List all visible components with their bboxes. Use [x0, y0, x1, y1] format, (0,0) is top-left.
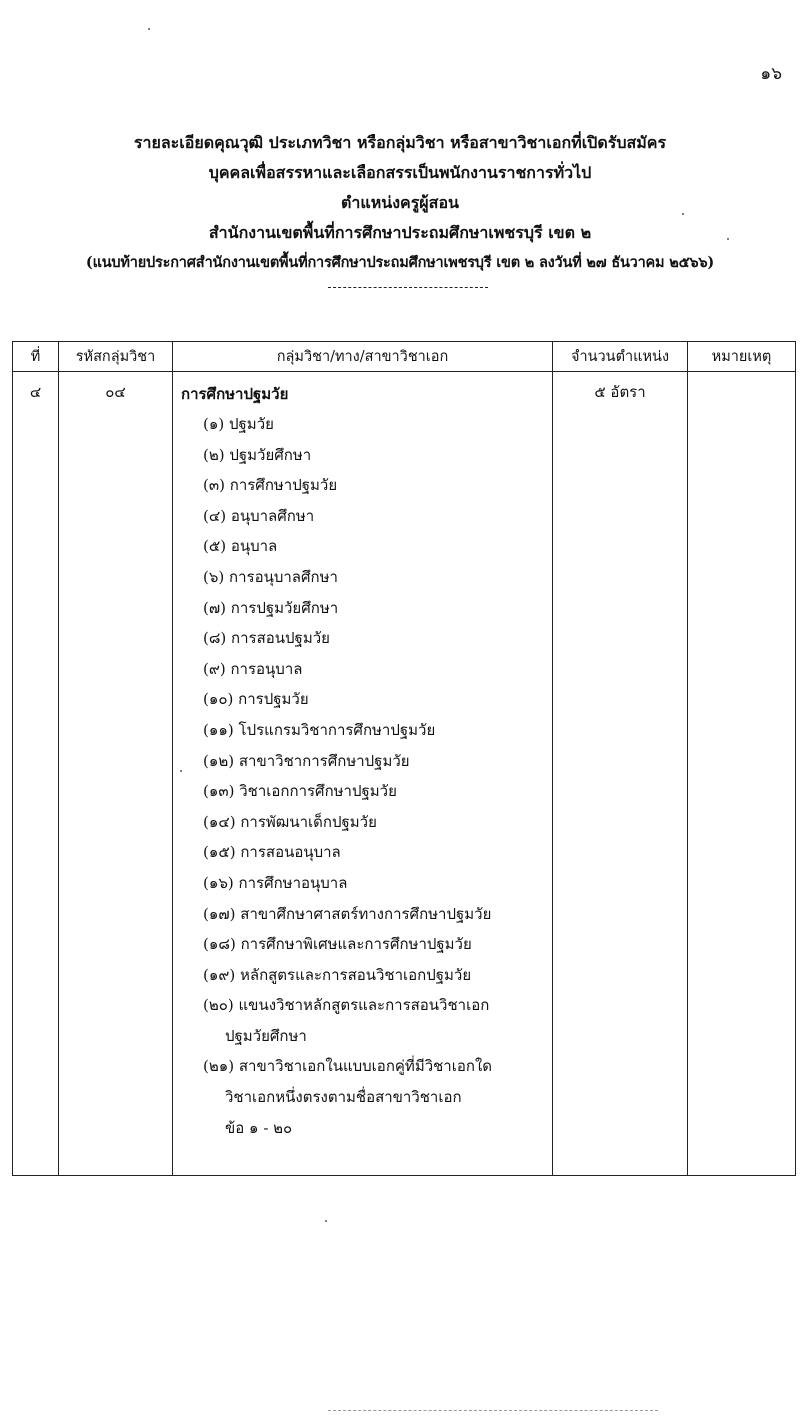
list-item: [203, 654, 552, 685]
major-number: (๒๐): [203, 996, 234, 1015]
row-no: ๔: [13, 372, 59, 1176]
row-positions: ๕ อัตรา: [553, 372, 688, 1176]
list-item: [203, 960, 552, 991]
major-number: (๒): [203, 445, 225, 464]
major-name: การศึกษาปฐมวัย: [224, 476, 338, 495]
major-name: ปฐมวัยศึกษา: [224, 445, 312, 464]
major-number: (๑๓): [203, 782, 235, 801]
list-item: [203, 837, 552, 868]
major-number: (๙): [203, 659, 226, 678]
major-number: (๑๒): [203, 751, 235, 770]
header-attachment-note: (แนบท้ายประกาศสำนักงานเขตพื้นที่การศึกษาประถมศึกษาเพชรบุรี เขต ๒ ลงวันที่ ๒๗ ธันวาคม ๒๕๖๖): [85, 254, 715, 271]
major-number: (๑๐): [203, 690, 234, 709]
major-name: การศึกษาอนุบาล: [233, 873, 348, 892]
major-number: (๖): [203, 567, 225, 586]
footer-scan-mark: [328, 1410, 658, 1411]
major-number: (๑๑): [203, 720, 234, 739]
list-item: [203, 593, 552, 624]
major-name: การอนุบาล: [225, 659, 303, 678]
major-number: (๔): [203, 506, 227, 525]
major-number: (๑๖): [203, 873, 234, 892]
major-name: การศึกษาพิเศษและการศึกษาปฐมวัย: [235, 935, 472, 954]
major-name: สาขาศึกษาศาสตร์ทางการศึกษาปฐมวัย: [235, 904, 492, 923]
qualification-table: [12, 341, 796, 1176]
majors-list: [181, 409, 552, 1143]
list-item: [203, 623, 552, 654]
major-number: (๗): [203, 598, 226, 617]
major-name: การอนุบาลศึกษา: [224, 567, 338, 586]
header-position: ตำแหน่งครูผู้สอน: [341, 193, 459, 212]
row-group-code: ๐๔: [59, 372, 173, 1176]
header-divider: [328, 287, 488, 288]
major-name: สาขาวิชาเอกในแบบเอกคู่ที่มีวิชาเอกใด: [234, 1057, 493, 1076]
header-group-code: รหัสกลุ่มวิชา: [59, 342, 173, 372]
header-remarks: หมายเหตุ: [688, 342, 796, 372]
header-subject: กลุ่มวิชา/ทาง/สาขาวิชาเอก: [173, 342, 553, 372]
major-name: การพัฒนาเด็กปฐมวัย: [235, 812, 377, 831]
major-number: (๓): [203, 476, 225, 495]
major-name: สาขาวิชาการศึกษาปฐมวัย: [234, 751, 410, 770]
major-name: โปรแกรมวิชาการศึกษาปฐมวัย: [233, 720, 436, 739]
major-number: (๑๕): [203, 843, 236, 862]
major-number: (๑๗): [203, 904, 236, 923]
list-item: [203, 684, 552, 715]
major-number: (๘): [203, 629, 227, 648]
major-name: การสอนปฐมวัย: [226, 629, 330, 648]
major-name-continuation: วิชาเอกหนึ่งตรงตามชื่อสาขาวิชาเอก: [225, 1088, 462, 1107]
major-name: การสอนอนุบาล: [235, 843, 341, 862]
list-item: [203, 470, 552, 501]
list-item: [203, 409, 552, 440]
major-number: (๑๘): [203, 935, 236, 954]
major-name: ปฐมวัย: [224, 415, 274, 433]
table-row: [13, 372, 796, 1176]
major-name: วิชาเอกการศึกษาปฐมวัย: [234, 782, 397, 801]
list-item: [203, 440, 552, 471]
list-item: [203, 929, 552, 960]
major-number: (๕): [203, 537, 227, 556]
list-item: [203, 807, 552, 838]
list-item: [203, 746, 552, 777]
list-item: [203, 501, 552, 532]
major-name-continuation: ปฐมวัยศึกษา: [225, 1026, 307, 1045]
major-number: (๑๔): [203, 812, 236, 831]
header-title: รายละเอียดคุณวุฒิ ประเภทวิชา หรือกลุ่มวิชา หรือสาขาวิชาเอกที่เปิดรับสมัคร: [133, 133, 667, 152]
list-item: [203, 715, 552, 746]
list-item: [203, 868, 552, 899]
major-name: อนุบาลศึกษา: [226, 506, 315, 525]
list-item: [203, 531, 552, 562]
header-positions: จำนวนตำแหน่ง: [553, 342, 688, 372]
major-number: (๑): [203, 415, 225, 433]
list-item: [203, 990, 552, 1051]
major-name: การปฐมวัย: [233, 690, 309, 709]
major-name: อนุบาล: [226, 537, 278, 556]
page-number: ๑๖: [760, 64, 782, 84]
header-no: ที่: [13, 342, 59, 372]
major-name: หลักสูตรและการสอนวิชาเอกปฐมวัย: [235, 965, 472, 984]
document-header: [20, 128, 780, 278]
major-name-continuation: ข้อ ๑ - ๒๐: [225, 1118, 293, 1137]
header-office: สำนักงานเขตพื้นที่การศึกษาประถมศึกษาเพชรบุรี เขต ๒: [208, 223, 592, 242]
table-header-row: [13, 342, 796, 372]
group-title: การศึกษาปฐมวัย: [181, 385, 289, 403]
list-item: [203, 776, 552, 807]
list-item: [203, 899, 552, 930]
major-name: การปฐมวัยศึกษา: [225, 598, 339, 617]
list-item: [203, 1051, 552, 1143]
row-subjects: [173, 372, 553, 1176]
major-name: แขนงวิชาหลักสูตรและการสอนวิชาเอก: [233, 996, 490, 1015]
header-subtitle: บุคคลเพื่อสรรหาและเลือกสรรเป็นพนักงานราชการทั่วไป: [208, 163, 592, 182]
row-remarks: [688, 372, 796, 1176]
list-item: [203, 562, 552, 593]
major-number: (๑๙): [203, 965, 236, 984]
major-number: (๒๑): [203, 1057, 235, 1076]
